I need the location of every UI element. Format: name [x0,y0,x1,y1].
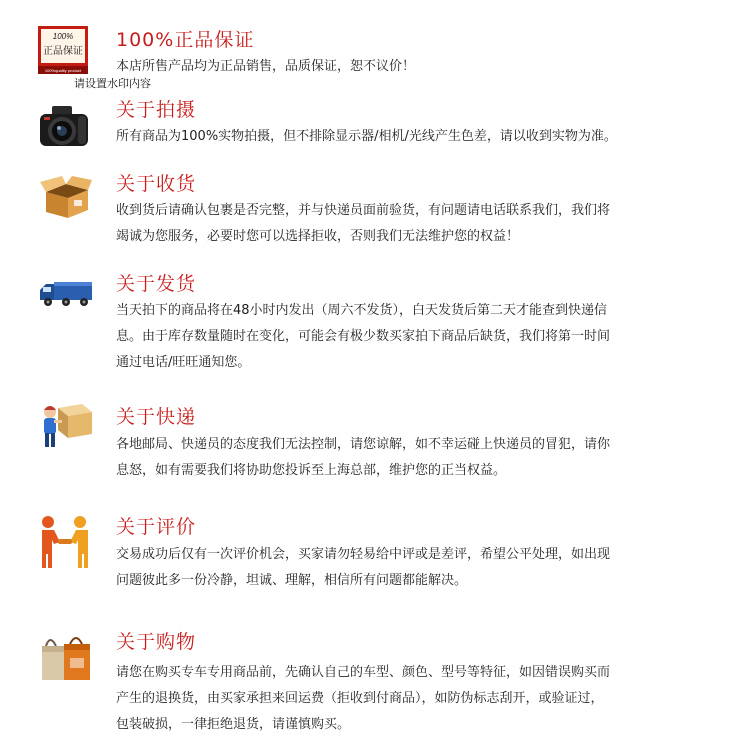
badge-line2: 正品保证 [43,46,83,57]
section-text [116,432,610,484]
badge-line1: 100% [52,32,74,41]
courier-icon [38,402,94,450]
text-line: 包装破损，一律拒绝退货，请谨慎购买。 [116,717,351,732]
section-text [116,542,610,594]
text-line: 交易成功后仅有一次评价机会，买家请勿轻易给中评或是差评，希望公平处理，如出现 [116,547,611,562]
text-line: 收到货后请确认包裹是否完整，并与快递员面前验货，有问题请电话联系我们，我们将 [116,203,611,218]
handshake-icon [38,514,92,570]
section-text [116,660,610,738]
section-title: 关于发货 [116,273,197,295]
delivery-truck-icon [38,280,94,308]
badge-line3: 100%quality product [44,68,82,73]
text-line: 竭诚为您服务，必要时您可以选择拒收，否则我们无法维护您的权益！ [116,229,520,244]
section-text [116,54,415,80]
text-line: 产生的退换货，由买家承担来回运费（拒收到付商品），如防伪标志刮开，或验证过， [116,691,604,706]
text-line: 所有商品为100%实物拍摄，但不排除显示器/相机/光线产生色差，请以收到实物为准。 [116,129,617,144]
shopping-bag-icon [38,630,94,682]
open-box-icon [38,176,94,220]
text-line: 本店所售产品均为正品销售，品质保证，恕不议价！ [116,59,416,74]
camera-icon [38,102,90,150]
section-title: 关于拍摄 [116,99,197,121]
section-text [116,124,617,150]
section-title: 关于评价 [116,516,197,538]
text-line: 请您在购买专车专用商品前，先确认自己的车型、颜色、型号等特征，如因错误购买而 [116,665,611,680]
section-title: 100%正品保证 [116,29,255,51]
section-title: 关于快递 [116,406,197,428]
section-title: 关于收货 [116,173,197,195]
text-line: 当天拍下的商品将在48小时内发出（周六不发货），白天发货后第二天才能查到快递信 [116,303,608,318]
watermark-text: 请设置水印内容 [74,77,151,90]
section-title: 关于购物 [116,631,197,653]
text-line: 息怒，如有需要我们将协助您投诉至上海总部，维护您的正当权益。 [116,463,507,478]
text-line: 息。由于库存数量随时在变化，可能会有极少数买家拍下商品后缺货，我们将第一时间 [116,329,611,344]
text-line: 各地邮局、快递员的态度我们无法控制，请您谅解，如不幸运碰上快递员的冒犯，请你 [116,437,611,452]
quality-badge-icon [38,26,88,74]
section-text [116,198,610,250]
text-line: 通过电话/旺旺通知您。 [116,355,251,370]
section-text [116,298,610,376]
text-line: 问题彼此多一份冷静，坦诚、理解，相信所有问题都能解决。 [116,573,468,588]
